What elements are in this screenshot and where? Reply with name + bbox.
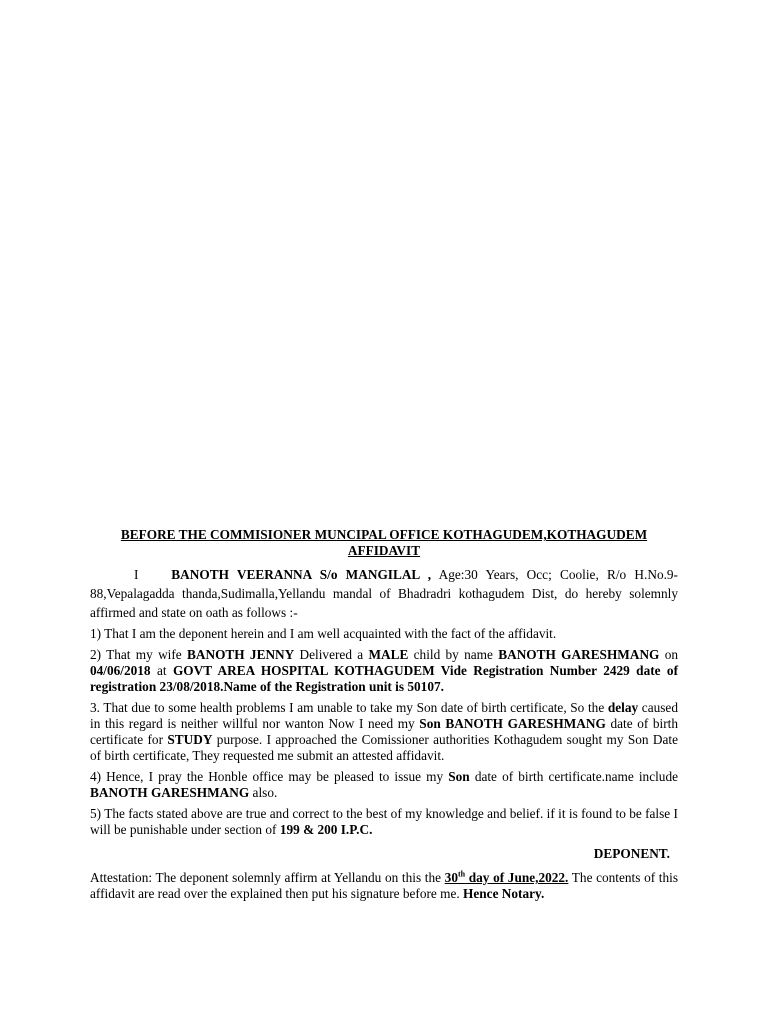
attestation-paragraph: [90, 870, 678, 902]
p3-text: caused in this regard is neither willful nor wanton Now I need my: [90, 700, 678, 731]
attestation-date: [445, 870, 569, 885]
p3-text: purpose. I approached the Comissioner authorities Kothagudem sought my Son Date of birth certificate, They requested me submit an attested affidavit.: [90, 732, 678, 763]
paragraph-2: [90, 647, 678, 695]
attestation-day: 30: [444, 870, 458, 885]
p2-text: 2) That my wife: [90, 647, 187, 662]
p4-text: 4) Hence, I pray the Honble office may be pleased to issue my: [90, 769, 449, 784]
attestation-month-year: day of June,2022.: [465, 870, 569, 885]
registration-details: GOVT AREA HOSPITAL KOTHAGUDEM Vide Registration Number 2429 date of registration 23/08/2018.Name of the Registration unit is 50107.: [90, 663, 679, 694]
intro-paragraph: [90, 565, 678, 622]
p2-text: at: [150, 663, 173, 678]
delay-word: delay: [607, 700, 639, 715]
attestation-text: The contents of this affidavit are read over the explained then put his signature before me.: [90, 870, 678, 901]
paragraph-3: [90, 700, 678, 764]
p3-text: 3. That due to some health problems I am unable to take my Son date of birth certificate, So the: [90, 700, 608, 715]
child-gender: MALE: [368, 647, 409, 662]
son-name: Son BANOTH GARESHMANG: [419, 716, 606, 731]
p5-text: 5) The facts stated above are true and correct to the best of my knowledge and belief. if it is found to be false I will be punishable under section of: [90, 806, 678, 837]
child-name: BANOTH GARESHMANG: [498, 647, 660, 662]
affidavit-document: [90, 527, 678, 907]
paragraph-4: [90, 769, 678, 801]
p2-text: on: [659, 647, 678, 662]
p3-text: date of birth certificate for: [90, 716, 679, 747]
document-title: AFFIDAVIT: [347, 543, 421, 558]
notary-label: Hence Notary.: [463, 886, 545, 901]
ipc-sections: 199 & 200 I.P.C.: [279, 822, 373, 837]
son-word: Son: [448, 769, 470, 784]
p2-text: Delivered a: [294, 647, 369, 662]
attestation-text: Attestation: The deponent solemnly affirm at Yellandu on this the: [90, 870, 445, 885]
intro-rest: Age:30 Years, Occ; Coolie, R/o H.No.9-88,Vepalagadda thanda,Sudimalla,Yellandu mandal of Bhadradri kothagudem Dist, do hereby solemnly affirmed and state on oath as follows :-: [90, 567, 678, 620]
wife-name: BANOTH JENNY: [187, 647, 295, 662]
deponent-label: DEPONENT.: [593, 846, 670, 861]
p4-text: date of birth certificate.name include: [469, 769, 678, 784]
birth-date: 04/06/2018: [90, 663, 151, 678]
deponent-name: BANOTH VEERANNA S/o MANGILAL ,: [171, 567, 432, 582]
purpose-word: STUDY: [167, 732, 213, 747]
intro-pronoun: I: [134, 567, 139, 582]
p4-text: also.: [249, 785, 278, 800]
son-name: BANOTH GARESHMANG: [90, 785, 250, 800]
paragraph-5: [90, 806, 678, 838]
paragraph-1: 1) That I am the deponent herein and I am well acquainted with the fact of the affidavit.: [90, 626, 557, 641]
p2-text: child by name: [408, 647, 499, 662]
day-suffix: th: [457, 869, 466, 879]
document-heading: BEFORE THE COMMISIONER MUNCIPAL OFFICE KOTHAGUDEM,KOTHAGUDEM: [120, 527, 648, 542]
